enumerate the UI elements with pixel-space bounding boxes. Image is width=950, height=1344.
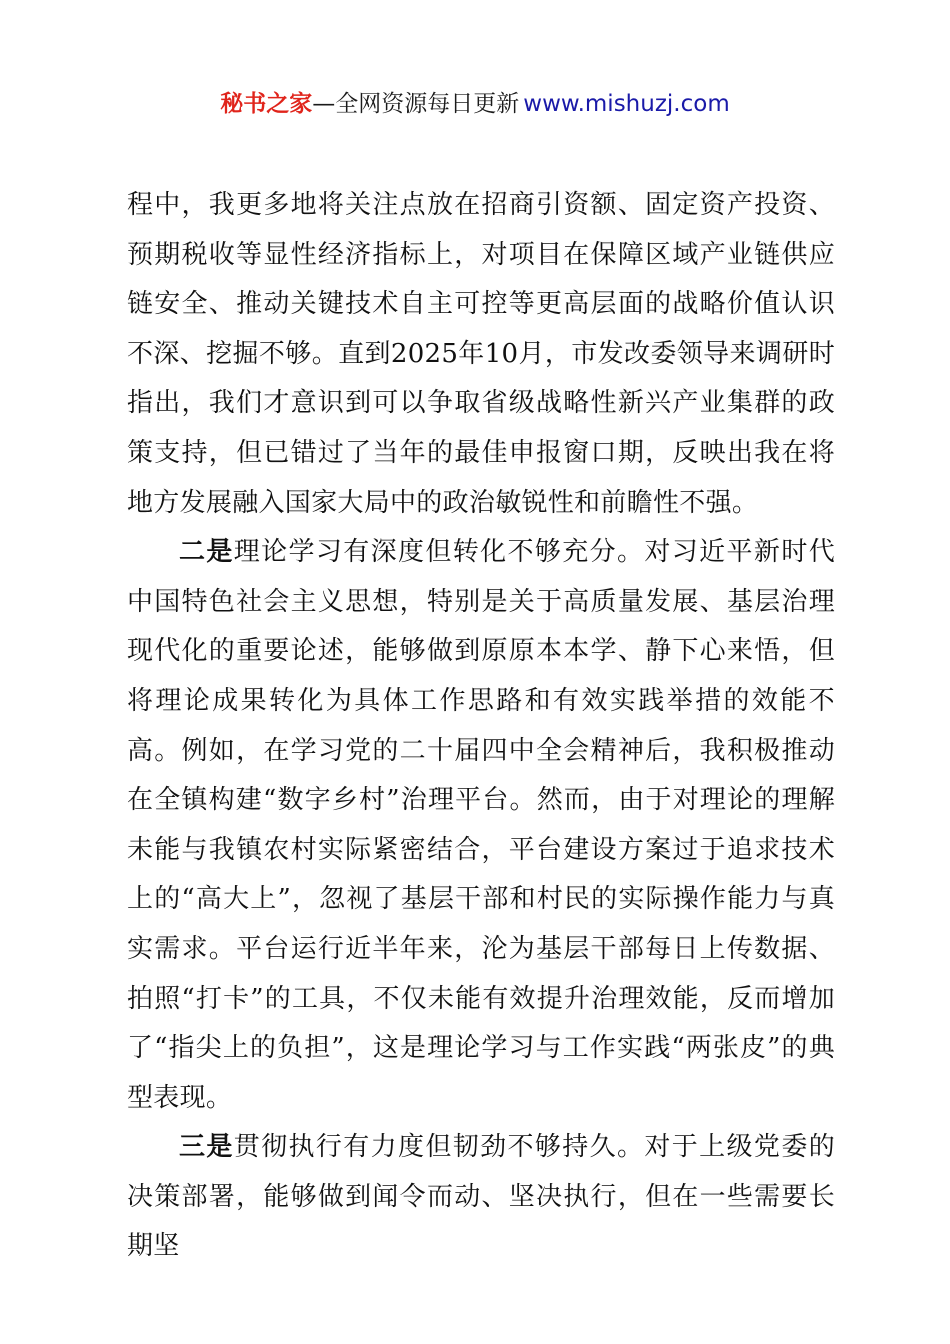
document-body — [127, 181, 835, 1272]
paragraph-lead: 三是 — [179, 1132, 234, 1163]
header-tagline: —全网资源每日更新 — [312, 91, 520, 117]
paragraph-continued — [127, 181, 835, 528]
paragraph-point-three — [127, 1123, 835, 1272]
page-header — [0, 86, 950, 122]
paragraph-lead: 二是 — [179, 537, 234, 568]
paragraph-text: 程中，我更多地将关注点放在招商引资额、固定资产投资、预期税收等显性经济指标上，对项目在保障区域产业链供应链安全、推动关键技术自主可控等更高层面的战略价值认识不深、挖掘不够。直到2025年10月，市发改委领导来调研时指出，我们才意识到可以争取省级战略性新兴产业集群的政策支持，但已错过了当年的最佳申报窗口期，反映出我在将地方发展融入国家大局中的政治敏锐性和前瞻性不强。 — [127, 190, 835, 518]
paragraph-text: 贯彻执行有力度但韧劲不够持久。对于上级党委的决策部署，能够做到闻令而动、坚决执行，但在一些需要长期坚 — [127, 1132, 835, 1262]
paragraph-text: 理论学习有深度但转化不够充分。对习近平新时代中国特色社会主义思想，特别是关于高质量发展、基层治理现代化的重要论述，能够做到原原本本学、静下心来悟，但将理论成果转化为具体工作思路和有效实践举措的效能不高。例如，在学习党的二十届四中全会精神后，我积极推动在全镇构建“数字乡村”治理平台。然而，由于对理论的理解未能与我镇农村实际紧密结合，平台建设方案过于追求技术上的“高大上”，忽视了基层干部和村民的实际操作能力与真实需求。平台运行近半年来，沦为基层干部每日上传数据、拍照“打卡”的工具，不仅未能有效提升治理效能，反而增加了“指尖上的负担”，这是理论学习与工作实践“两张皮”的典型表现。 — [127, 537, 835, 1113]
paragraph-point-two — [127, 528, 835, 1123]
brand-name: 秘书之家 — [220, 91, 313, 117]
site-url-link[interactable]: www.mishuzj.com — [523, 91, 730, 117]
